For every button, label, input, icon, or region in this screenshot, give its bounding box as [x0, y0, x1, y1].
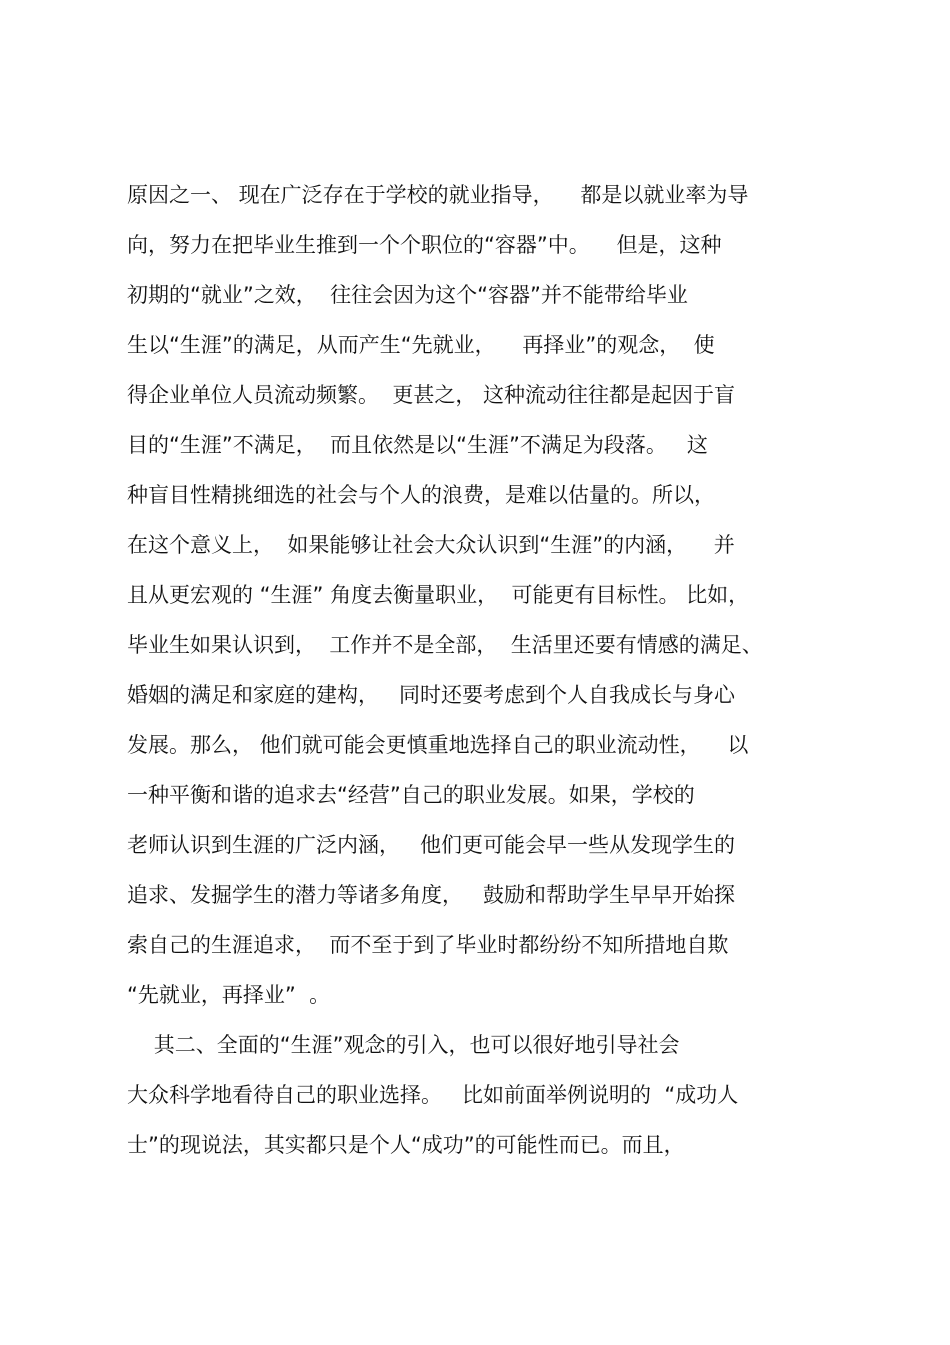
text-line: 种盲目性精挑细选的社会与个人的浪费，是难以估量的。所以，	[127, 483, 715, 507]
body-text	[127, 170, 837, 1170]
text-line: 士”的现说法，其实都只是个人“成功”的可能性而已。而且，	[127, 1133, 685, 1157]
text-line: 生以“生涯”的满足，从而产生“先就业， 再择业”的观念， 使	[127, 333, 715, 357]
text-line: 发展。那么， 他们就可能会更慎重地选择自己的职业流动性， 以	[127, 733, 749, 757]
text-line: 原因之一、 现在广泛存在于学校的就业指导， 都是以就业率为导	[127, 183, 749, 207]
text-line: 其二、全面的“生涯”观念的引入，也可以很好地引导社会	[127, 1033, 680, 1057]
text-line: 且从更宏观的 “生涯” 角度去衡量职业， 可能更有目标性。 比如，	[127, 583, 750, 607]
text-line: 毕业生如果认识到， 工作并不是全部， 生活里还要有情感的满足、	[127, 633, 763, 657]
text-line: 索自己的生涯追求， 而不至于到了毕业时都纷纷不知所措地自欺	[127, 933, 729, 957]
text-line: 向，努力在把毕业生推到一个个职位的“容器”中。 但是，这种	[127, 233, 722, 257]
text-line: 大众科学地看待自己的职业选择。 比如前面举例说明的 “成功人	[127, 1083, 739, 1107]
text-line: 在这个意义上， 如果能够让社会大众认识到“生涯”的内涵， 并	[127, 533, 735, 557]
text-line: 婚姻的满足和家庭的建构， 同时还要考虑到个人自我成长与身心	[127, 683, 736, 707]
text-line: 目的“生涯”不满足， 而且依然是以“生涯”不满足为段落。 这	[127, 433, 708, 457]
text-line: 得企业单位人员流动频繁。 更甚之， 这种流动往往都是起因于盲	[127, 383, 736, 407]
text-line: “先就业，再择业” 。	[127, 983, 331, 1007]
text-line: 一种平衡和谐的追求去“经营”自己的职业发展。如果，学校的	[127, 783, 695, 807]
text-line: 初期的“就业”之效， 往往会因为这个“容器”并不能带给毕业	[127, 283, 688, 307]
text-line: 老师认识到生涯的广泛内涵， 他们更可能会早一些从发现学生的	[127, 833, 736, 857]
text-line: 追求、发掘学生的潜力等诸多角度， 鼓励和帮助学生早早开始探	[127, 883, 736, 907]
